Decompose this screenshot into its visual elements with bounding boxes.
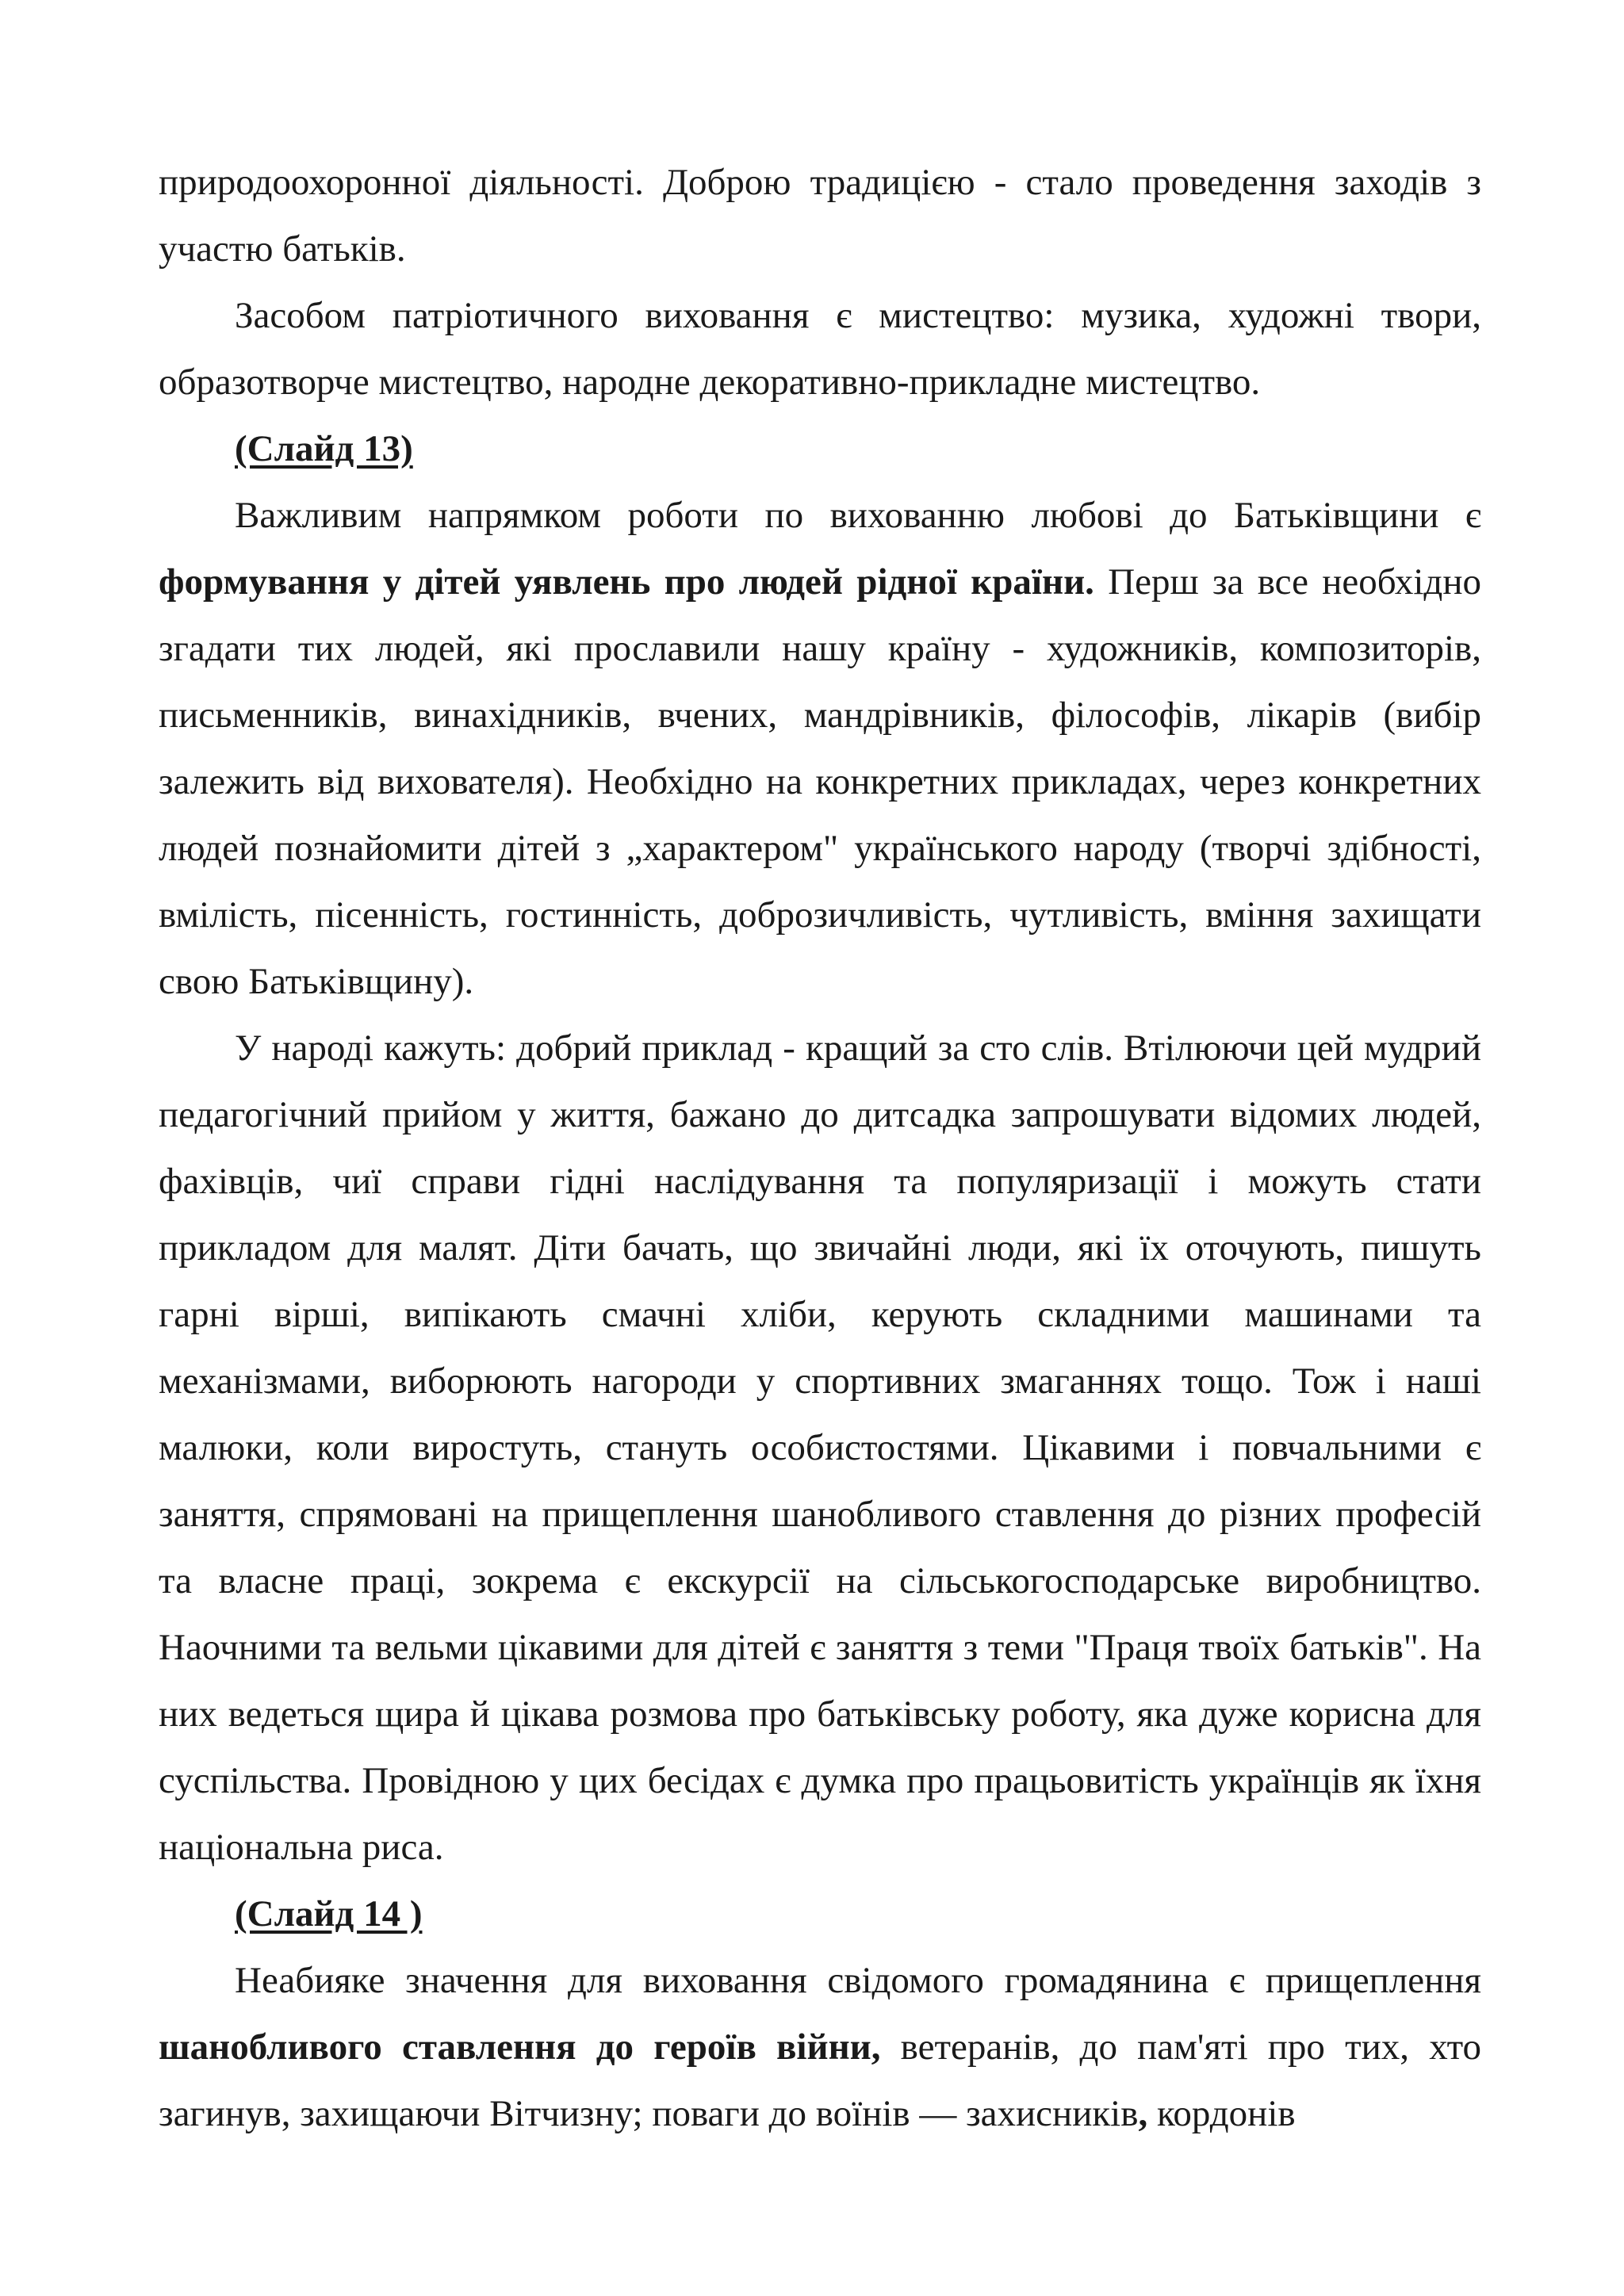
slide-13-heading: (Слайд 13) bbox=[235, 428, 413, 469]
paragraph-nature-protection: природоохоронної діяльності. Доброю традицією - стало проведення заходів з участю батьків. bbox=[159, 162, 1481, 270]
paragraph-homeland-people-bold: формування у дітей уявлень про людей рідної країни. bbox=[159, 561, 1094, 603]
document-page bbox=[159, 149, 1481, 2147]
paragraph-war-heroes bbox=[159, 1947, 1481, 2147]
paragraph-war-heroes-lead: Неабияке значення для виховання свідомого громадянина є прищеплення bbox=[235, 1960, 1481, 2001]
paragraph-war-heroes-bold: шанобливого ставлення до героїв війни, bbox=[159, 2026, 881, 2068]
paragraph-art-means: Засобом патріотичного виховання є мистецтво: музика, художні твори, образотворче мистецтво, народне декоративно-прикладне мистецтво. bbox=[159, 295, 1481, 403]
paragraph-war-heroes-rest: кордонів bbox=[1147, 2093, 1296, 2134]
paragraph-homeland-people-rest: Перш за все необхідно згадати тих людей, які прославили нашу країну - художників, композиторів, письменників, винахідників, вчених, мандрівників, філософів, лікарів (вибір залежить від вихователя). Необхідно на конкретних прикладах, через конкретних людей познайомити дітей з „характером" українського народу (творчі здібності, вмілість, пісенність, гостинність, доброзичливість, чутливість, вміння захищати свою Батьківщину). bbox=[159, 561, 1481, 1002]
paragraph-homeland-people-lead: Важливим напрямком роботи по вихованню любові до Батьківщини є bbox=[235, 495, 1481, 536]
paragraph-homeland-people bbox=[159, 482, 1481, 1015]
paragraph-war-heroes-bold-comma: , bbox=[1138, 2093, 1148, 2134]
slide-14-heading: (Слайд 14 ) bbox=[235, 1893, 423, 1934]
paragraph-good-example: У народі кажуть: добрий приклад - кращий за сто слів. Втілюючи цей мудрий педагогічний прийом у життя, бажано до дитсадка запрошувати відомих людей, фахівців, чиї справи гідні наслідування та популяризації і можуть стати прикладом для малят. Діти бачать, що звичайні люди, які їх оточують, пишуть гарні вірші, випікають смачні хліби, керують складними машинами та механізмами, виборюють нагороди у спортивних змаганнях тощо. Тож і наші малюки, коли виростуть, стануть особистостями. Цікавими і повчальними є заняття, спрямовані на прищеплення шанобливого ставлення до різних професій та власне праці, зокрема є екскурсії на сільськогосподарське виробництво. Наочними та вельми цікавими для дітей є заняття з теми "Праця твоїх батьків". На них ведеться щира й цікава розмова про батьківську роботу, яка дуже корисна для суспільства. Провідною у цих бесідах є думка про працьовитість українців як їхня національна риса. bbox=[159, 1027, 1481, 1868]
paragraph-war-heroes-mid: ветеранів, до пам'яті про тих, хто загинув, захищаючи Вітчизну; поваги до воїнів — захисників bbox=[159, 2026, 1481, 2134]
